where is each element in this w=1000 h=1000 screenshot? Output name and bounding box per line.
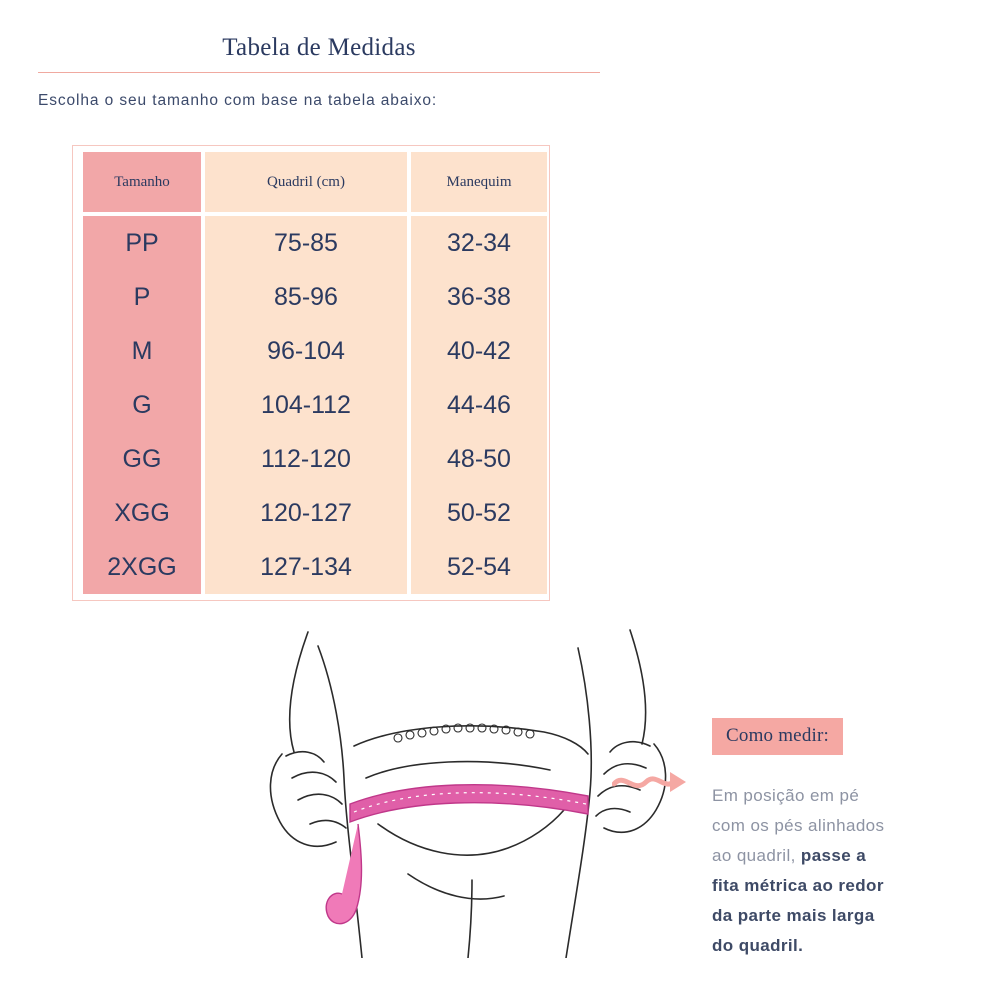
cell-quadril: 75-85 bbox=[205, 216, 407, 270]
column-header-quadril: Quadril (cm) bbox=[205, 152, 407, 212]
cell-manequim: 44-46 bbox=[411, 378, 547, 432]
table-row bbox=[83, 378, 547, 432]
table-row bbox=[83, 540, 547, 594]
cell-tamanho: 2XGG bbox=[83, 540, 201, 594]
table-row bbox=[83, 432, 547, 486]
cell-tamanho: PP bbox=[83, 216, 201, 270]
title-divider bbox=[38, 72, 600, 73]
size-table bbox=[79, 152, 551, 594]
table-header-row bbox=[83, 152, 547, 212]
cell-quadril: 104-112 bbox=[205, 378, 407, 432]
note-strong-1: passe a bbox=[800, 846, 867, 865]
cell-manequim: 36-38 bbox=[411, 270, 547, 324]
cell-quadril: 120-127 bbox=[205, 486, 407, 540]
note-body bbox=[712, 781, 968, 961]
note-strong-2: fita métrica ao redor bbox=[712, 876, 884, 895]
column-header-manequim: Manequim bbox=[411, 152, 547, 212]
cell-quadril: 96-104 bbox=[205, 324, 407, 378]
cell-quadril: 85-96 bbox=[205, 270, 407, 324]
cell-manequim: 40-42 bbox=[411, 324, 547, 378]
note-strong-3: da parte mais larga bbox=[712, 906, 875, 925]
wavy-arrow-icon bbox=[612, 768, 690, 796]
table-row bbox=[83, 486, 547, 540]
cell-tamanho: GG bbox=[83, 432, 201, 486]
note-badge: Como medir: bbox=[712, 718, 843, 755]
tape-tail bbox=[326, 824, 361, 924]
tape-band bbox=[350, 785, 588, 822]
how-to-measure-note bbox=[712, 718, 968, 961]
column-header-tamanho: Tamanho bbox=[83, 152, 201, 212]
cell-tamanho: M bbox=[83, 324, 201, 378]
cell-quadril: 112-120 bbox=[205, 432, 407, 486]
cell-tamanho: P bbox=[83, 270, 201, 324]
cell-manequim: 32-34 bbox=[411, 216, 547, 270]
cell-tamanho: G bbox=[83, 378, 201, 432]
table-row bbox=[83, 270, 547, 324]
size-table-container bbox=[72, 145, 550, 601]
cell-manequim: 52-54 bbox=[411, 540, 547, 594]
note-line-1: Em posição em pé bbox=[712, 786, 860, 805]
table-row bbox=[83, 216, 547, 270]
note-line-2: com os pés alinhados bbox=[712, 816, 885, 835]
page-header bbox=[38, 34, 600, 73]
cell-quadril: 127-134 bbox=[205, 540, 407, 594]
note-line-3: ao quadril, bbox=[712, 846, 796, 865]
page-title: Tabela de Medidas bbox=[222, 34, 416, 61]
page-subtitle: Escolha o seu tamanho com base na tabela abaixo: bbox=[38, 92, 438, 109]
note-strong-4: do quadril. bbox=[712, 936, 804, 955]
table-row bbox=[83, 324, 547, 378]
cell-manequim: 48-50 bbox=[411, 432, 547, 486]
cell-tamanho: XGG bbox=[83, 486, 201, 540]
cell-manequim: 50-52 bbox=[411, 486, 547, 540]
